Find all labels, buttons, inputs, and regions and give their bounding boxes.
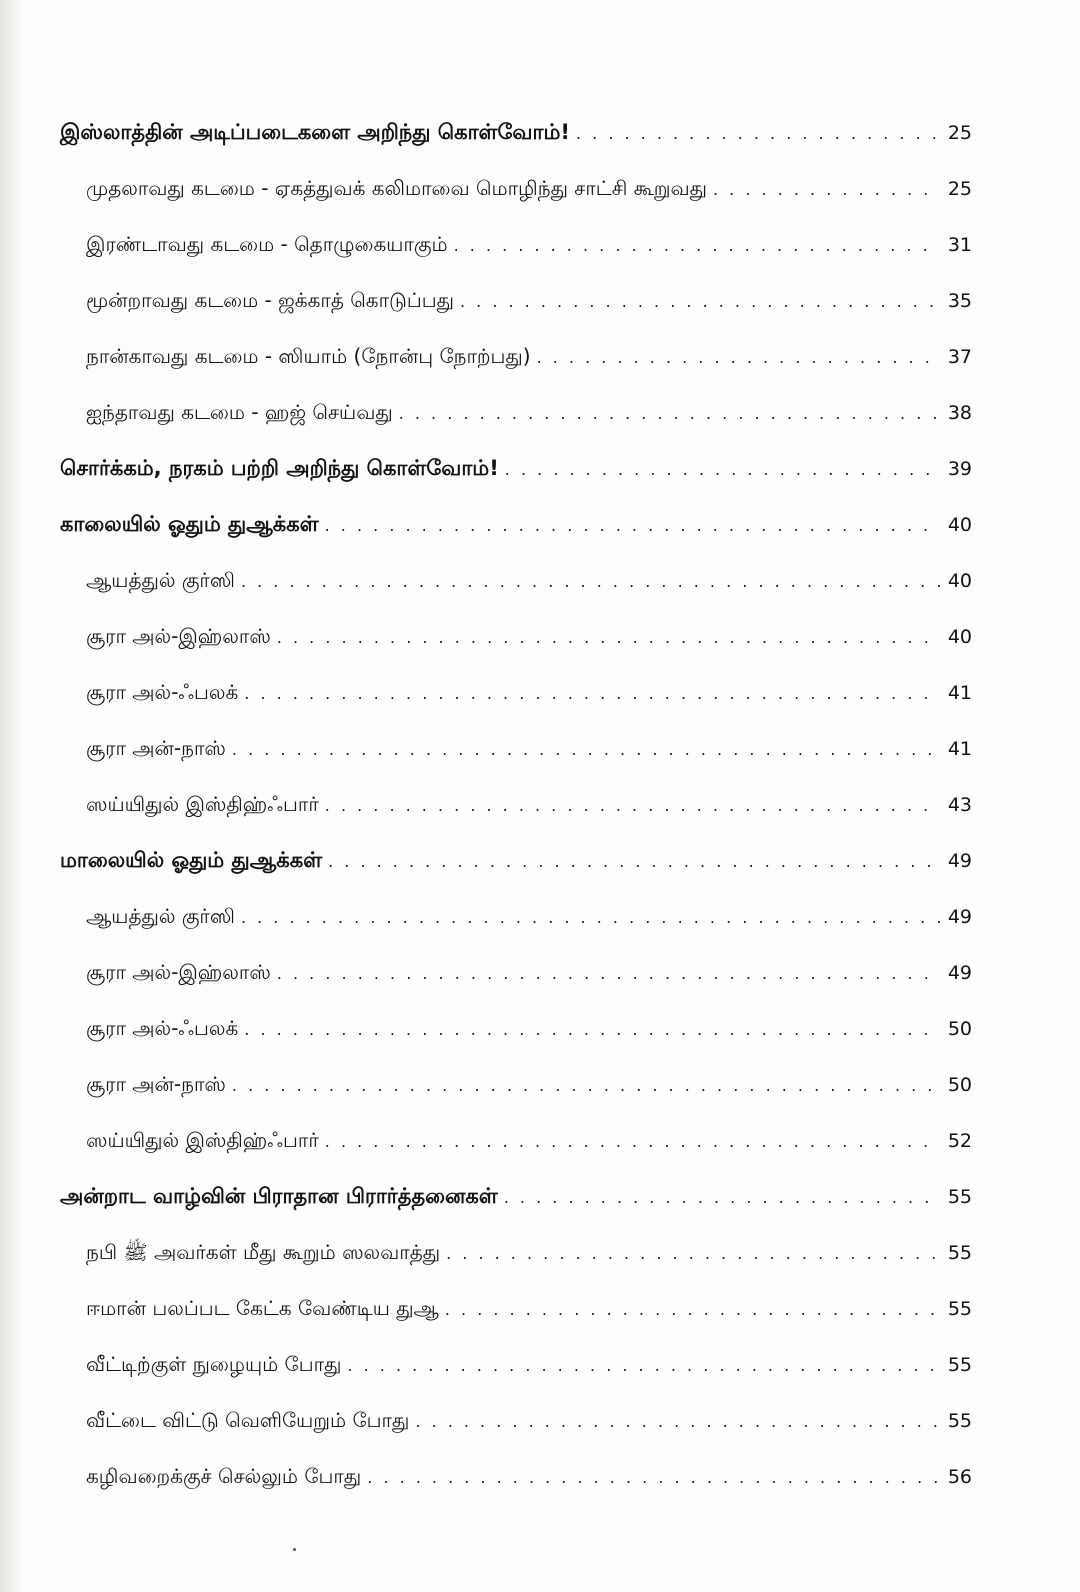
toc-entry-title: ஆயத்துல் குர்ஸி (86, 904, 235, 928)
toc-entry[interactable] (60, 1176, 972, 1216)
dot-leader (241, 562, 940, 602)
toc-entry-page: 25 (947, 178, 972, 200)
dot-leader (277, 954, 940, 994)
dot-leader (505, 450, 940, 490)
paper-speck (293, 1548, 296, 1551)
toc-entry[interactable] (86, 392, 972, 432)
toc-entry[interactable] (86, 1288, 972, 1328)
toc-entry-title: சூரா அல்-ஃபலக் (86, 680, 239, 704)
toc-entry-page: 40 (947, 626, 972, 648)
dot-leader (232, 1066, 940, 1106)
toc-entry-page: 40 (947, 570, 972, 592)
dot-leader (325, 506, 940, 546)
toc-entry-title: சூரா அன்-நாஸ் (86, 736, 226, 760)
toc-entry-page: 35 (947, 290, 972, 312)
toc-entry[interactable] (86, 1120, 972, 1160)
toc-entry[interactable] (86, 1232, 972, 1272)
toc-entry-page: 49 (947, 850, 972, 872)
dot-leader (460, 282, 940, 322)
dot-leader (347, 1346, 940, 1386)
toc-entry-title: மூன்றாவது கடமை - ஜக்காத் கொடுப்பது (86, 288, 454, 312)
toc-entry-page: 55 (947, 1186, 972, 1208)
toc-entry[interactable] (60, 504, 972, 544)
toc-entry-title: சூரா அல்-இஹ்லாஸ் (86, 960, 271, 984)
toc-entry-title: வீட்டை விட்டு வெளியேறும் போது (86, 1408, 410, 1432)
dot-leader (504, 1178, 940, 1218)
toc-entry-title: மாலையில் ஓதும் துஆக்கள் (60, 848, 323, 872)
toc-entry[interactable] (86, 336, 972, 376)
toc-entry[interactable] (86, 1008, 972, 1048)
toc-entry[interactable] (86, 1456, 972, 1496)
toc-entry-title: அன்றாட வாழ்வின் பிராதான பிரார்த்தனைகள் (60, 1184, 498, 1208)
dot-leader (325, 1122, 940, 1162)
toc-entry-page: 38 (947, 402, 972, 424)
toc-entry[interactable] (86, 1400, 972, 1440)
toc-entry[interactable] (86, 168, 972, 208)
toc-entry-title: கழிவறைக்குச் செல்லும் போது (86, 1464, 362, 1488)
toc-entry-title: ஐந்தாவது கடமை - ஹஜ் செய்வது (86, 400, 393, 424)
toc-entry-page: 50 (947, 1018, 972, 1040)
dot-leader (244, 1010, 940, 1050)
dot-leader (454, 226, 940, 266)
toc-entry-page: 31 (947, 234, 972, 256)
dot-leader (415, 1402, 940, 1442)
toc-entry[interactable] (86, 672, 972, 712)
toc-entry[interactable] (86, 224, 972, 264)
toc-entry-title: ஸய்யிதுல் இஸ்திஹ்ஃபார் (86, 1128, 319, 1152)
toc-entry-title: இரண்டாவது கடமை - தொழுகையாகும் (86, 232, 448, 256)
toc-entry-page: 37 (947, 346, 972, 368)
dot-leader (576, 114, 940, 154)
dot-leader (241, 898, 940, 938)
toc-entry-title: நான்காவது கடமை - ஸியாம் (நோன்பு நோற்பது) (86, 344, 531, 368)
toc-entry-page: 55 (947, 1354, 972, 1376)
toc-entry-page: 41 (947, 738, 972, 760)
toc-entry[interactable] (60, 840, 972, 880)
dot-leader (277, 618, 940, 658)
toc-entry-page: 41 (947, 682, 972, 704)
dot-leader (446, 1234, 940, 1274)
toc-entry-title: சூரா அன்-நாஸ் (86, 1072, 226, 1096)
toc-entry-page: 25 (947, 122, 972, 144)
toc-entry-page: 55 (947, 1410, 972, 1432)
toc-entry-title: வீட்டிற்குள் நுழையும் போது (86, 1352, 342, 1376)
toc-entry-page: 40 (947, 514, 972, 536)
toc-entry[interactable] (86, 784, 972, 824)
toc-entry[interactable] (86, 616, 972, 656)
toc-entry[interactable] (60, 112, 972, 152)
dot-leader (713, 170, 940, 210)
toc-entry-title: முதலாவது கடமை - ஏகத்துவக் கலிமாவை மொழிந்து சாட்சி கூறுவது (86, 176, 707, 200)
toc-entry-page: 49 (947, 906, 972, 928)
dot-leader (399, 394, 940, 434)
toc-entry-page: 49 (947, 962, 972, 984)
toc-entry-page: 55 (947, 1298, 972, 1320)
toc-entry-page: 39 (947, 458, 972, 480)
toc-entry[interactable] (60, 448, 972, 488)
toc-entry-page: 43 (947, 794, 972, 816)
toc-entry[interactable] (86, 952, 972, 992)
toc-entry-title: காலையில் ஓதும் துஆக்கள் (60, 512, 319, 536)
toc-entry-title: ஈமான் பலப்பட கேட்க வேண்டிய துஆ (86, 1296, 439, 1320)
toc-entry[interactable] (86, 896, 972, 936)
dot-leader (328, 842, 940, 882)
toc-entry-title: இஸ்லாத்தின் அடிப்படைகளை அறிந்து கொள்வோம்! (60, 120, 570, 144)
toc-entry-page: 50 (947, 1074, 972, 1096)
dot-leader (232, 730, 940, 770)
dot-leader (244, 674, 940, 714)
toc-entry[interactable] (86, 1344, 972, 1384)
toc-entry[interactable] (86, 728, 972, 768)
toc-entry-page: 55 (947, 1242, 972, 1264)
toc-entry[interactable] (86, 1064, 972, 1104)
toc-entry[interactable] (86, 560, 972, 600)
toc-entry-title: சூரா அல்-ஃபலக் (86, 1016, 239, 1040)
toc-entry-page: 52 (947, 1130, 972, 1152)
dot-leader (325, 786, 940, 826)
dot-leader (537, 338, 940, 378)
toc-entry-title: ஸய்யிதுல் இஸ்திஹ்ஃபார் (86, 792, 319, 816)
dot-leader (445, 1290, 940, 1330)
toc-entry-title: சூரா அல்-இஹ்லாஸ் (86, 624, 271, 648)
toc-entry-title: சொர்க்கம், நரகம் பற்றி அறிந்து கொள்வோம்! (60, 456, 499, 480)
toc-entry-title: ஆயத்துல் குர்ஸி (86, 568, 235, 592)
dot-leader (367, 1458, 940, 1498)
toc-entry-page: 56 (947, 1466, 972, 1488)
toc-entry-title: நபி ﷺ அவர்கள் மீது கூறும் ஸலவாத்து (86, 1240, 441, 1264)
toc-entry[interactable] (86, 280, 972, 320)
